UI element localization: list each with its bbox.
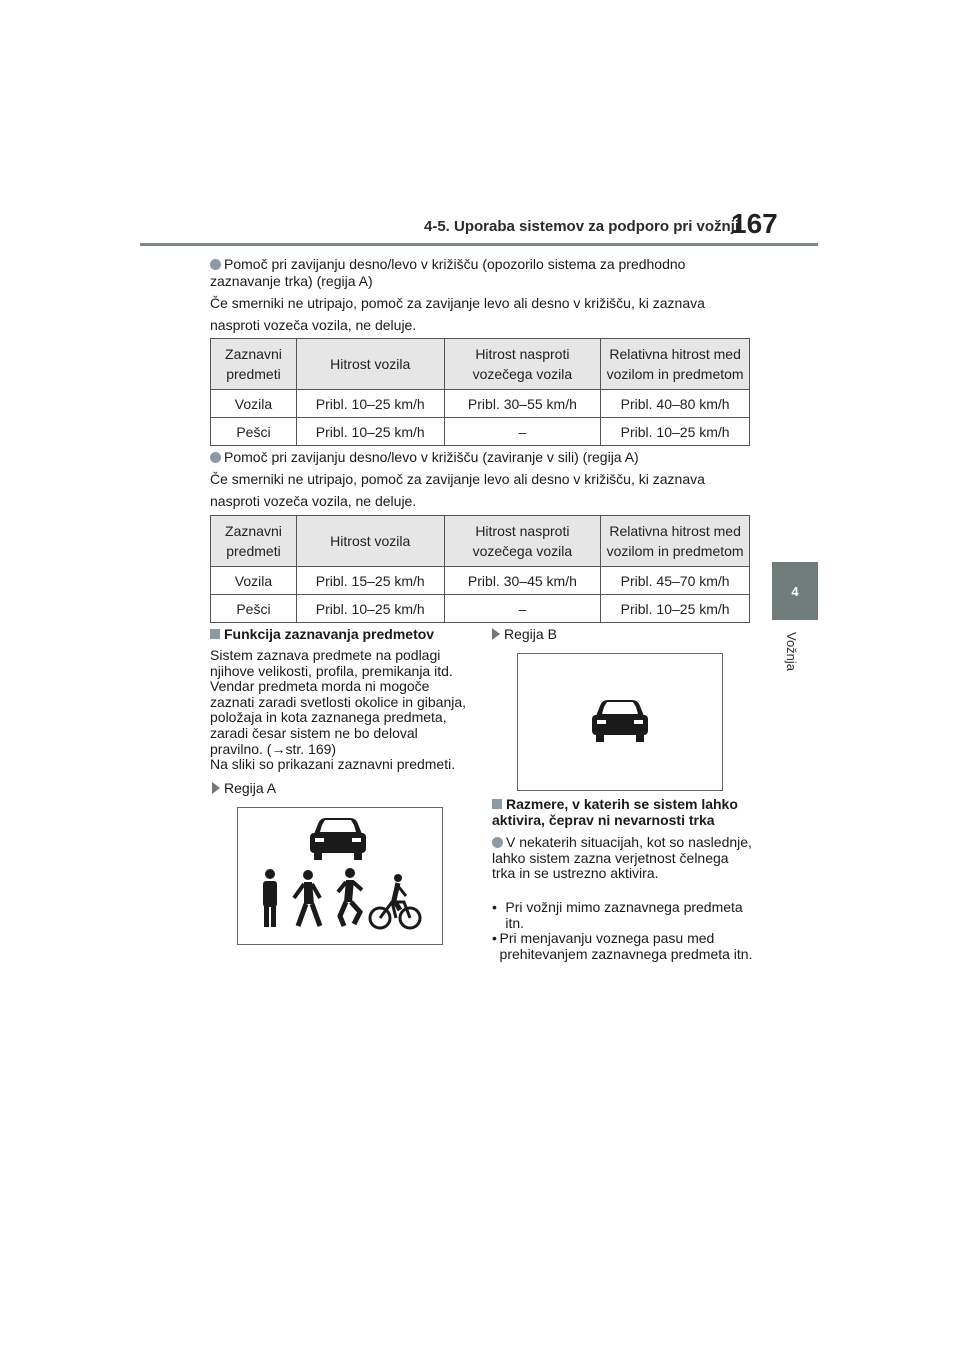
table-row <box>211 390 750 418</box>
table-cell: Pribl. 15–25 km/h <box>296 567 444 595</box>
page-number: 167 <box>731 208 778 239</box>
object-detection-body: Sistem zaznava predmete na podlagi njihove velikosti, profila, premikanja itd. Vendar predmeta morda ni mogoče zaznati zaradi svetlosti okolice in gibanja, položaja in kota zaznanega predmeta, zaradi česar sistem ne bo deloval pravilno. (→str. 169) <box>210 647 467 757</box>
table-header-cell: Relativna hitrost med vozilom in predmetom <box>601 339 750 390</box>
false-activation-bullet <box>492 835 754 882</box>
table-row <box>211 595 750 623</box>
car-icon <box>310 818 366 860</box>
pedestrian-running-icon <box>338 868 362 926</box>
object-detection-heading-text: Funkcija zaznavanja predmetov <box>224 626 435 642</box>
table-cell: Pešci <box>211 418 297 446</box>
region-b-text: Regija B <box>504 626 557 642</box>
region-a-figure <box>237 807 443 945</box>
table-cell: Pribl. 40–80 km/h <box>601 390 750 418</box>
region-a-text: Regija A <box>224 780 277 796</box>
chapter-tab: 4 <box>772 562 818 620</box>
square-bullet-icon <box>492 799 502 809</box>
table-cell: – <box>444 418 601 446</box>
chapter-label: Vožnja <box>784 632 799 672</box>
bullet-1 <box>210 256 750 290</box>
table-cell: Pribl. 30–45 km/h <box>444 567 601 595</box>
false-activation-heading <box>492 796 754 828</box>
table-2 <box>210 515 750 623</box>
table-cell: Pribl. 10–25 km/h <box>296 595 444 623</box>
table-cell: Vozila <box>211 567 297 595</box>
list-item: • Pri vožnji mimo zaznavnega predmeta itn. <box>492 900 754 931</box>
cyclist-icon <box>370 874 420 928</box>
table-1 <box>210 338 750 446</box>
table-cell: Pešci <box>211 595 297 623</box>
table-row <box>211 567 750 595</box>
square-bullet-icon <box>210 629 220 639</box>
table-cell: Pribl. 10–25 km/h <box>296 390 444 418</box>
header-rule <box>140 243 818 246</box>
region-b-figure <box>517 653 723 791</box>
pedestrian-standing-icon <box>263 869 277 927</box>
list-item: • Pri menjavanju voznega pasu med prehitevanjem zaznavnega predmeta itn. <box>492 930 753 962</box>
table-cell: Pribl. 10–25 km/h <box>296 418 444 446</box>
table-row <box>211 418 750 446</box>
table-cell: – <box>444 595 601 623</box>
false-activation-heading-text: Razmere, v katerih se sistem lahko aktivira, čeprav ni nevarnosti trka <box>492 796 738 828</box>
triangle-bullet-icon <box>212 782 220 794</box>
note-2: Če smerniki ne utripajo, pomoč za zavijanje levo ali desno v križišču, ki zaznava nasproti vozeča vozila, ne deluje. <box>210 471 705 509</box>
section-title: 4-5. Uporaba sistemov za podporo pri vožnji <box>424 218 740 235</box>
bullet-2-text: Pomoč pri zavijanju desno/levo v križišču (zaviranje v sili) (regija A) <box>224 449 639 465</box>
region-b-label <box>492 626 557 643</box>
table-header-cell: Hitrost vozila <box>296 339 444 390</box>
car-icon <box>592 700 648 742</box>
table-cell: Pribl. 45–70 km/h <box>601 567 750 595</box>
table-cell: Pribl. 30–55 km/h <box>444 390 601 418</box>
list-item-text: Pri menjavanju voznega pasu med prehitevanjem zaznavnega predmeta itn. <box>499 930 753 962</box>
table-cell: Vozila <box>211 390 297 418</box>
bullet-dot-icon <box>492 837 503 848</box>
table-header-cell: Zaznavni predmeti <box>211 516 297 567</box>
table-header-cell: Hitrost nasproti vozečega vozila <box>444 339 601 390</box>
table-header-cell: Hitrost nasproti vozečega vozila <box>444 516 601 567</box>
list-item-text: Pri vožnji mimo zaznavnega predmeta itn. <box>505 899 743 931</box>
bullet-dot-icon <box>210 452 221 463</box>
pedestrian-walking-icon <box>294 870 320 926</box>
bullet-1-text: Pomoč pri zavijanju desno/levo v križišču (opozorilo sistema za predhodno zaznavanje trka) (regija A) <box>210 256 686 289</box>
condition-list <box>492 900 754 962</box>
table-header-cell: Relativna hitrost med vozilom in predmetom <box>601 516 750 567</box>
bullet-dot-icon <box>210 259 221 270</box>
bullet-2 <box>210 449 750 466</box>
false-activation-bullet-text: V nekaterih situacijah, kot so naslednje, lahko sistem zazna verjetnost čelnega trka in se ustrezno aktivira. <box>492 834 752 882</box>
table-header-cell: Hitrost vozila <box>296 516 444 567</box>
table-header-row <box>211 516 750 567</box>
table-cell: Pribl. 10–25 km/h <box>601 418 750 446</box>
region-a-label <box>212 780 276 797</box>
object-detection-body-2: Na sliki so prikazani zaznavni predmeti. <box>210 756 456 772</box>
object-detection-heading <box>210 626 480 643</box>
table-header-cell: Zaznavni predmeti <box>211 339 297 390</box>
note-1: Če smerniki ne utripajo, pomoč za zavijanje levo ali desno v križišču, ki zaznava nasproti vozeča vozila, ne deluje. <box>210 295 705 333</box>
table-header-row <box>211 339 750 390</box>
table-cell: Pribl. 10–25 km/h <box>601 595 750 623</box>
triangle-bullet-icon <box>492 628 500 640</box>
